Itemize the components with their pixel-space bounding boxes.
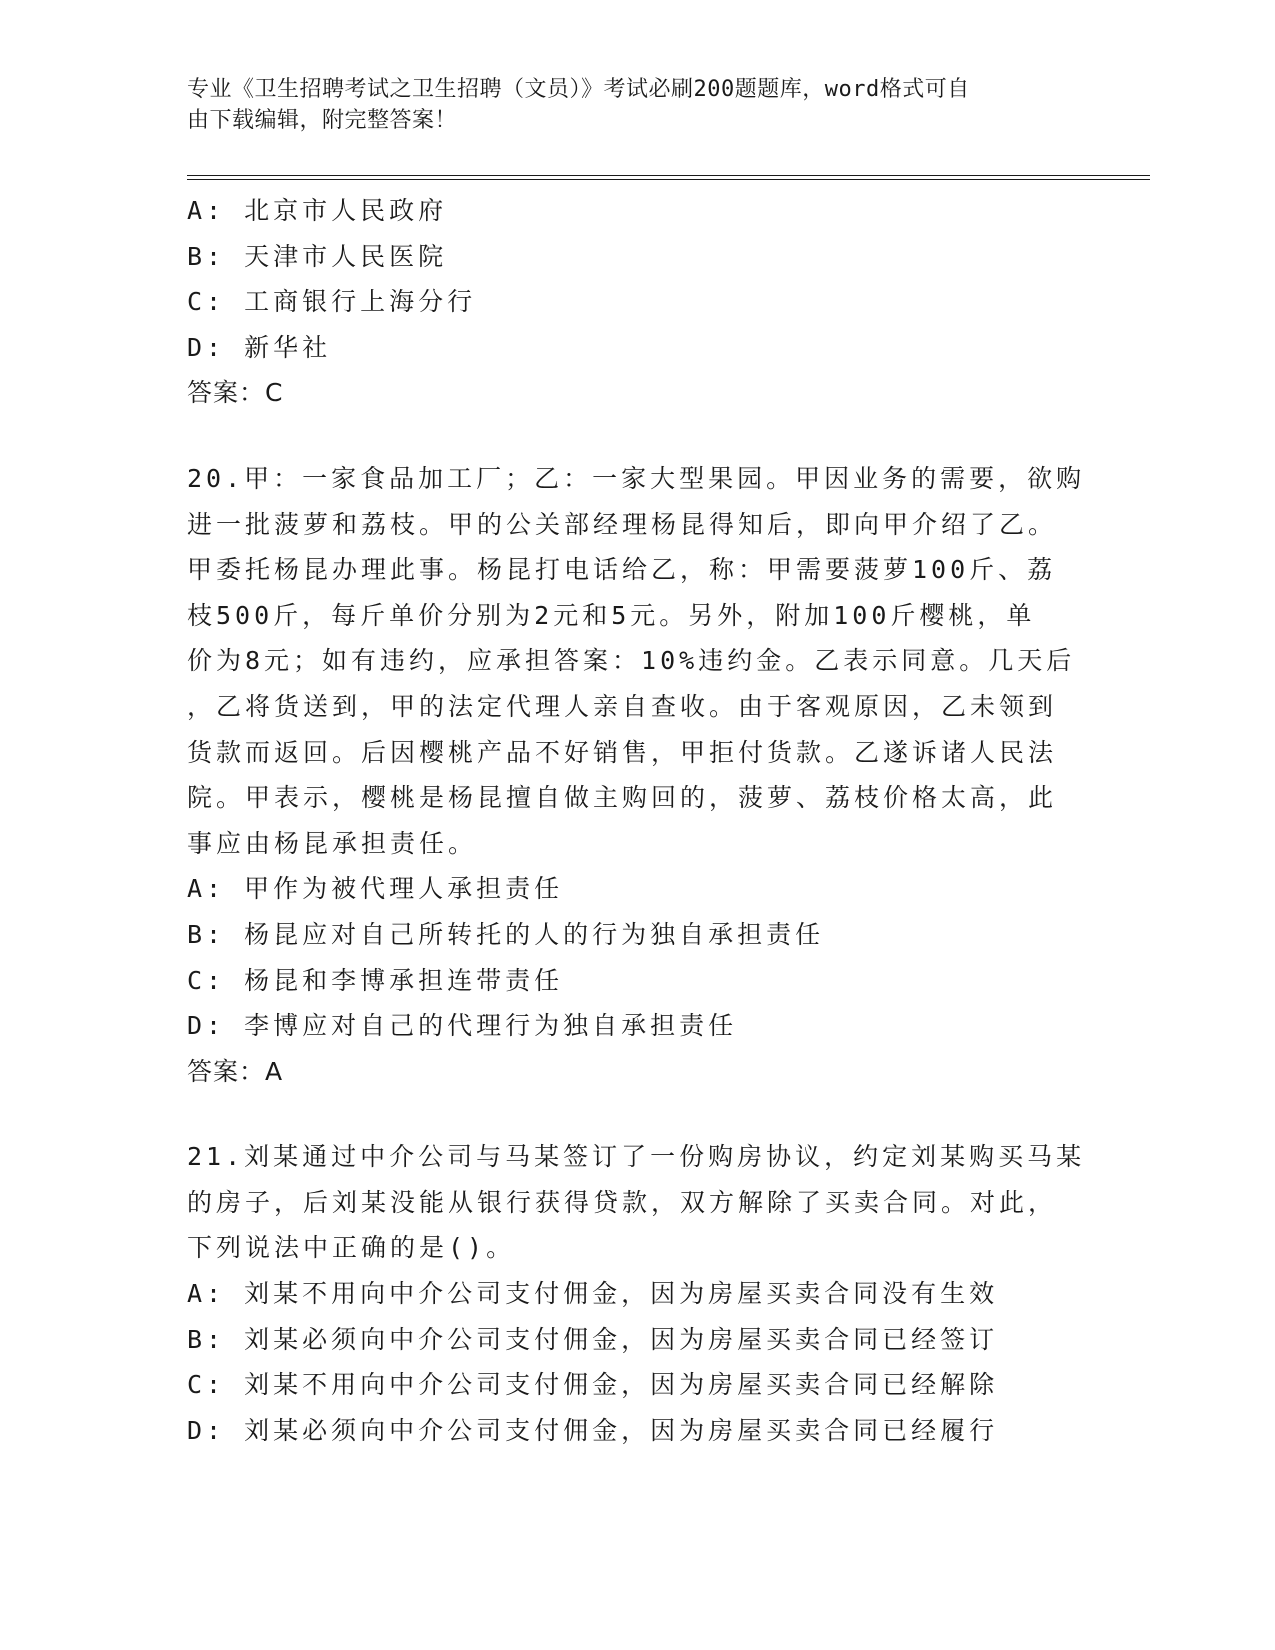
question-19	[187, 188, 1087, 416]
question-stem-line: 21.刘某通过中介公司与马某签订了一份购房协议，约定刘某购买马某	[187, 1142, 1086, 1172]
option-c: C: 刘某不用向中介公司支付佣金，因为房屋买卖合同已经解除	[187, 1370, 999, 1400]
option-a: A: 刘某不用向中介公司支付佣金，因为房屋买卖合同没有生效	[187, 1279, 999, 1309]
question-stem-line: 货款而返回。后因樱桃产品不好销售，甲拒付货款。乙遂诉诸人民法	[187, 737, 1058, 767]
option-b: B: 天津市人民医院	[187, 241, 448, 271]
header-title-line-2: 由下载编辑，附完整答案！	[187, 108, 458, 133]
option-b: B: 刘某必须向中介公司支付佣金，因为房屋买卖合同已经签订	[187, 1324, 999, 1354]
question-gap	[187, 416, 1087, 456]
option-c: C: 杨昆和李博承担连带责任	[187, 965, 564, 995]
question-stem-line: 进一批菠萝和荔枝。甲的公关部经理杨昆得知后，即向甲介绍了乙。	[187, 509, 1058, 539]
question-content	[187, 188, 1087, 1453]
answer: 答案：A	[187, 1056, 284, 1086]
option-d: D: 李博应对自己的代理行为独自承担责任	[187, 1011, 738, 1041]
option-d: D: 新华社	[187, 332, 332, 362]
option-b: B: 杨昆应对自己所转托的人的行为独自承担责任	[187, 919, 825, 949]
question-stem-line: 枝500斤，每斤单价分别为2元和5元。另外，附加100斤樱桃，单	[187, 600, 1036, 630]
question-gap	[187, 1094, 1087, 1134]
question-stem-line: ，乙将货送到，甲的法定代理人亲自查收。由于客观原因，乙未领到	[187, 691, 1058, 721]
question-stem-line: 事应由杨昆承担责任。	[187, 828, 478, 858]
header-title-line-1: 专业《卫生招聘考试之卫生招聘（文员）》考试必刷200题题库，word格式可自	[187, 77, 970, 102]
question-stem-line: 20.甲：一家食品加工厂；乙：一家大型果园。甲因业务的需要，欲购	[187, 463, 1086, 493]
option-d: D: 刘某必须向中介公司支付佣金，因为房屋买卖合同已经履行	[187, 1415, 999, 1445]
question-stem-line: 甲委托杨昆办理此事。杨昆打电话给乙，称：甲需要菠萝100斤、荔	[187, 555, 1057, 585]
question-stem-line: 的房子，后刘某没能从银行获得贷款，双方解除了买卖合同。对此，	[187, 1187, 1058, 1217]
question-stem-line: 院。甲表示，樱桃是杨昆擅自做主购回的，菠萝、荔枝价格太高，此	[187, 783, 1058, 813]
question-stem-line: 价为8元；如有违约，应承担答案：10%违约金。乙表示同意。几天后	[187, 646, 1076, 676]
option-c: C: 工商银行上海分行	[187, 287, 477, 317]
option-a: A: 甲作为被代理人承担责任	[187, 874, 564, 904]
question-21	[187, 1134, 1087, 1453]
answer: 答案：C	[187, 378, 284, 408]
option-a: A: 北京市人民政府	[187, 196, 448, 225]
header-divider	[187, 175, 1150, 180]
question-stem-line: 下列说法中正确的是()。	[187, 1233, 516, 1263]
page-header	[187, 74, 1067, 136]
question-20	[187, 456, 1087, 1094]
